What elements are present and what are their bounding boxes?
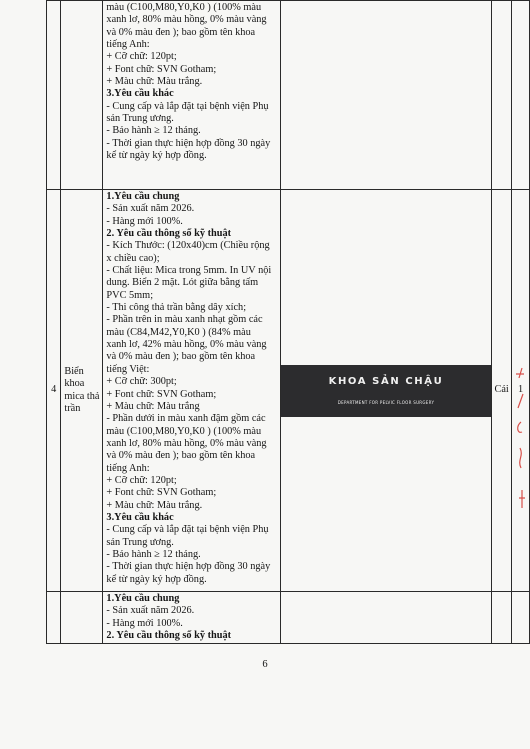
desc-line: - Sản xuất năm 2026. (106, 605, 195, 617)
no-cell (47, 1, 61, 190)
desc-line: x chiều cao); (106, 252, 160, 264)
item-name-line: Biển (64, 365, 84, 377)
no-cell (47, 592, 61, 644)
item-name-line: khoa (64, 378, 85, 390)
desc-heading: 1.Yêu cầu chung (106, 191, 180, 202)
desc-line: tiếng Việt: (106, 363, 150, 375)
desc-line: + Màu chữ: Màu trắng. (106, 76, 203, 88)
desc-line: - Sản xuất năm 2026. (106, 203, 195, 215)
sign-vietnamese-title: KHOA SẢN CHẬU (328, 375, 444, 387)
desc-line: + Màu chữ: Màu trắng. (106, 499, 203, 511)
desc-line: - Thời gian thực hiện hợp đồng 30 ngày (106, 561, 271, 573)
desc-heading: 2. Yêu cầu thông số kỹ thuật (106, 228, 232, 240)
qty-cell: 1 (512, 190, 530, 592)
spec-table (46, 0, 530, 644)
desc-line: tiếng Anh: (106, 462, 150, 474)
desc-line: PVC 5mm; (106, 289, 154, 301)
desc-line: sản Trung ương. (106, 113, 174, 125)
desc-heading: 3.Yêu cầu khác (106, 88, 174, 100)
table-row (47, 190, 530, 592)
desc-line: kể từ ngày ký hợp đồng. (106, 150, 207, 162)
desc-line: + Cỡ chữ: 300pt; (106, 376, 177, 388)
item-name-cell (61, 190, 103, 592)
item-name-line: trần (64, 402, 81, 414)
desc-cell (103, 190, 281, 592)
sign-preview-image (281, 365, 491, 417)
desc-line: + Font chữ: SVN Gotham; (106, 388, 217, 400)
desc-line: - Hàng mới 100%. (106, 617, 183, 629)
unit-cell (491, 1, 511, 190)
desc-line: kể từ ngày ký hợp đồng. (106, 573, 207, 585)
desc-heading: 1.Yêu cầu chung (106, 593, 180, 604)
desc-heading: 3.Yêu cầu khác (106, 511, 174, 523)
desc-line: - Cung cấp và lắp đặt tại bệnh viện Phụ (106, 524, 269, 536)
desc-line: dung. Biển 2 mặt. Lót giữa bằng tấm (106, 277, 259, 289)
desc-line: + Font chữ: SVN Gotham; (106, 487, 217, 499)
image-cell (280, 190, 491, 592)
no-cell: 4 (47, 190, 61, 592)
desc-cell (103, 592, 281, 644)
desc-line: - Chất liệu: Mica trong 5mm. In UV nội (106, 265, 272, 277)
unit-cell (491, 592, 511, 644)
desc-line: - Kích Thước: (120x40)cm (Chiều rộng (106, 240, 270, 252)
desc-line: + Font chữ: SVN Gotham; (106, 63, 217, 75)
desc-line: xanh lơ, 42% màu hồng, 0% màu vàng (106, 339, 267, 351)
table-row (47, 592, 530, 644)
page-number: 6 (262, 659, 268, 670)
desc-line: sản Trung ương. (106, 536, 174, 548)
name-cell (61, 592, 103, 644)
desc-line: và 0% màu đen ); bao gồm tên khoa (106, 26, 256, 38)
image-cell (280, 1, 491, 190)
stamp-marks (510, 360, 528, 540)
desc-line: - Thi công thả trần bằng dây xích; (106, 302, 247, 314)
desc-line: - Cung cấp và lắp đặt tại bệnh viện Phụ (106, 100, 269, 112)
desc-line: - Hàng mới 100%. (106, 215, 183, 227)
desc-line: màu (C100,M80,Y0,K0 ) (100% màu (106, 2, 262, 13)
desc-line: - Bảo hành ≥ 12 tháng. (106, 125, 201, 137)
desc-line: + Màu chữ: Màu trắng (106, 400, 200, 412)
desc-heading: 2. Yêu cầu thông số kỹ thuật (106, 630, 232, 642)
desc-line: màu (C100,M80,Y0,K0 ) (100% màu (106, 425, 262, 437)
desc-line: + Cỡ chữ: 120pt; (106, 51, 177, 63)
desc-cell (103, 1, 281, 190)
desc-line: - Phần dưới in màu xanh đậm gồm các (106, 413, 266, 425)
desc-line: màu (C84,M42,Y0,K0 ) (84% màu (106, 326, 251, 338)
table-row (47, 1, 530, 190)
qty-cell (512, 1, 530, 190)
desc-line: xanh lơ, 80% màu hồng, 0% màu vàng (106, 437, 267, 449)
desc-line: - Thời gian thực hiện hợp đồng 30 ngày (106, 137, 271, 149)
name-cell (61, 1, 103, 190)
desc-line: - Bảo hành ≥ 12 tháng. (106, 548, 201, 560)
qty-cell (512, 592, 530, 644)
image-cell (280, 592, 491, 644)
desc-line: xanh lơ, 80% màu hồng, 0% màu vàng (106, 14, 267, 26)
desc-line: tiếng Anh: (106, 39, 150, 51)
desc-line: + Cỡ chữ: 120pt; (106, 474, 177, 486)
desc-line: và 0% màu đen ); bao gồm tên khoa (106, 450, 256, 462)
desc-line: - Phần trên in màu xanh nhạt gồm các (106, 314, 263, 326)
item-name-line: mica thả (64, 390, 100, 402)
desc-line: và 0% màu đen ); bao gồm tên khoa (106, 351, 256, 363)
sign-english-title: DEPARTMENT FOR PELVIC FLOOR SURGERY (337, 399, 435, 405)
unit-cell: Cái (491, 190, 511, 592)
